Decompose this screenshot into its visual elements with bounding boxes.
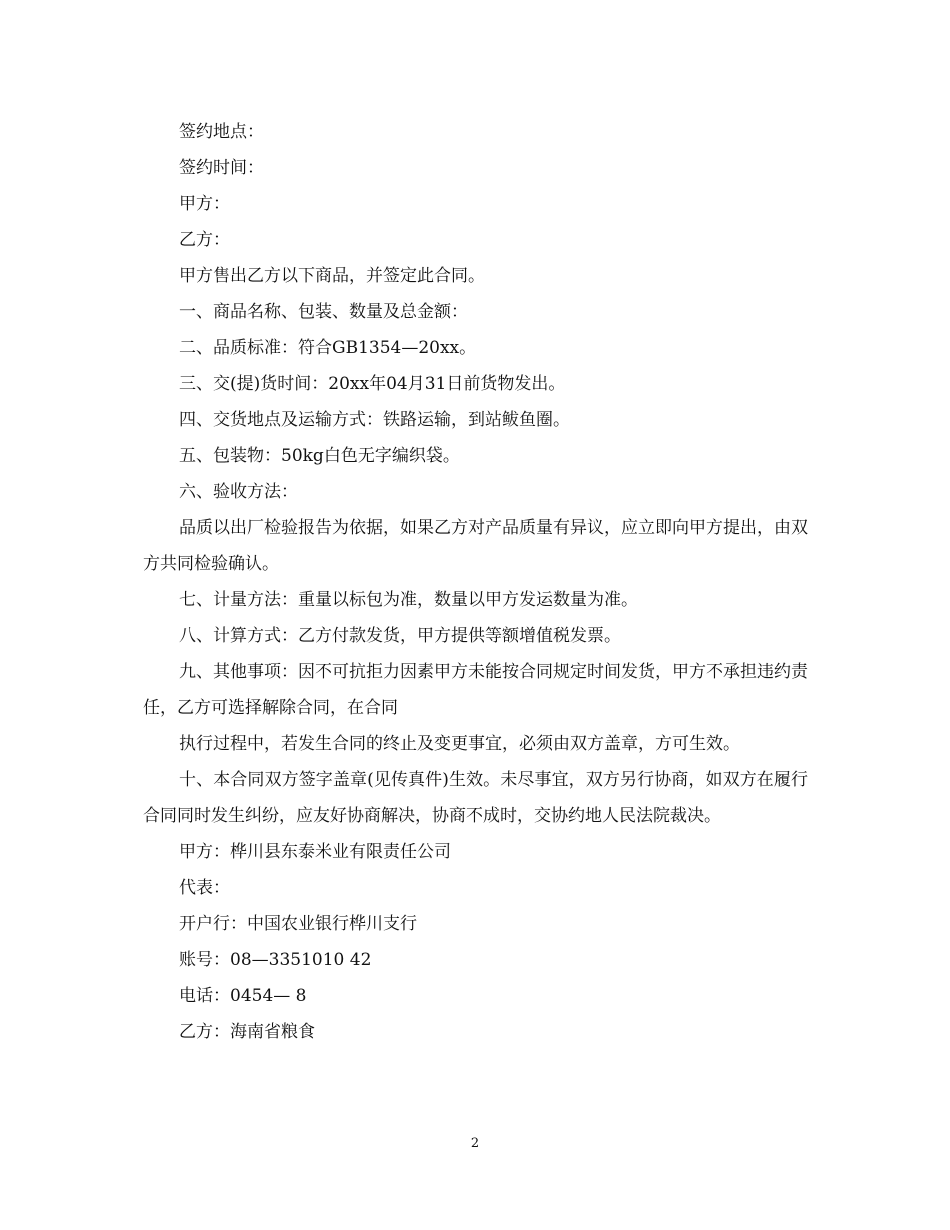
party-b-name: 乙方：海南省粮食 — [179, 1022, 315, 1042]
page-number: 2 — [470, 1136, 480, 1151]
phone-line: 电话：0454— 8 — [179, 986, 307, 1006]
clause-4: 四、交货地点及运输方式：铁路运输，到站鲅鱼圈。 — [179, 410, 570, 430]
clause-3: 三、交(提)货时间：20xx年04月31日前货物发出。 — [179, 374, 566, 394]
clause-5: 五、包装物：50kg白色无字编织袋。 — [179, 446, 460, 466]
account-line: 账号：08—3351010 42 — [179, 950, 372, 970]
clause-2: 二、品质标准：符合GB1354—20xx。 — [179, 338, 477, 358]
contract-body — [143, 114, 808, 1050]
signing-location-line: 签约地点： — [179, 122, 264, 142]
signing-time-line: 签约时间： — [179, 158, 264, 178]
clause-7: 七、计量方法：重量以标包为准，数量以甲方发运数量为准。 — [179, 590, 638, 610]
bank-line: 开户行：中国农业银行桦川支行 — [179, 914, 417, 934]
contract-intro: 甲方售出乙方以下商品，并签定此合同。 — [179, 266, 485, 286]
clause-9-continued: 执行过程中，若发生合同的终止及变更事宜，必须由双方盖章，方可生效。 — [179, 734, 740, 754]
clause-6-body: 品质以出厂检验报告为依据，如果乙方对产品质量有异议，应立即向甲方提出，由双方共同检验确认。 — [143, 518, 808, 574]
clause-9: 九、其他事项：因不可抗拒力因素甲方未能按合同规定时间发货，甲方不承担违约责任，乙方可选择解除合同，在合同 — [143, 662, 808, 718]
clause-6: 六、验收方法： — [179, 482, 298, 502]
clause-1: 一、商品名称、包装、数量及总金额： — [179, 302, 468, 322]
party-a-name: 甲方：桦川县东泰米业有限责任公司 — [179, 842, 451, 862]
clause-8: 八、计算方式：乙方付款发货，甲方提供等额增值税发票。 — [179, 626, 621, 646]
party-a-line: 甲方： — [179, 194, 230, 214]
representative-line: 代表： — [179, 878, 230, 898]
clause-10: 十、本合同双方签字盖章(见传真件)生效。未尽事宜，双方另行协商，如双方在履行合同同时发生纠纷，应友好协商解决，协商不成时，交协约地人民法院裁决。 — [143, 770, 808, 826]
party-b-line: 乙方： — [179, 230, 230, 250]
